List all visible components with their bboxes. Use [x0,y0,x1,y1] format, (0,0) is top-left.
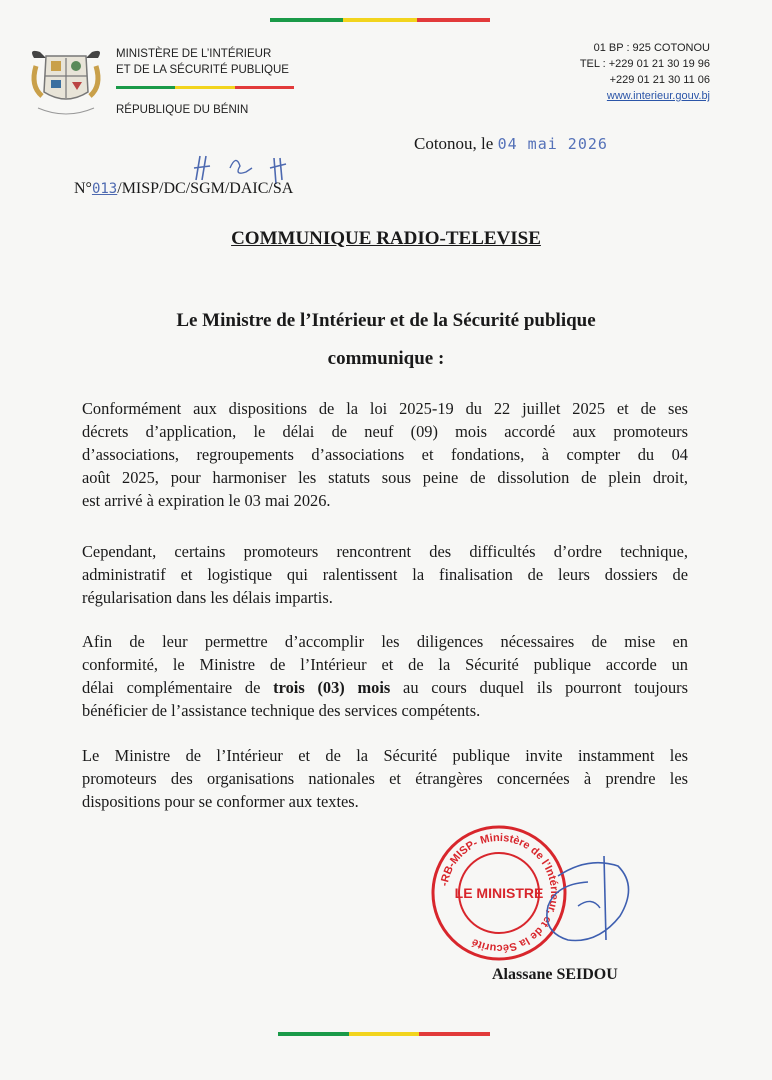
paragraph-line: décrets d’application, le délai de neuf (09) mois accordé aux promoteurs [82,422,688,441]
dateline [414,134,608,154]
heading-line2: communique : [327,348,445,369]
paragraph-line: conformité, le Ministre de l’Intérieur et de la Sécurité publique accorde un [82,655,688,674]
ministry-name-line2: ET DE LA SÉCURITÉ PUBLIQUE [116,64,289,76]
flag-stripe-bottom [278,1032,490,1036]
contact-bp: 01 BP : 925 COTONOU [593,42,710,54]
reference-handwritten-number: 013 [91,181,118,197]
reference-suffix: /MISP/DC/SGM/DAIC/SA [117,180,294,197]
dateline-place: Cotonou, le [414,134,494,153]
paragraph-line: d’associations, regroupements d’associations et fondations, à compter du 04 [82,445,688,464]
reference-number [74,180,293,198]
republic-name: RÉPUBLIQUE DU BÉNIN [116,104,249,116]
contact-tel1: TEL : +229 01 21 30 19 96 [579,58,710,70]
signer-name: Alassane SEIDOU [492,966,618,983]
ministry-name [116,46,289,78]
contact-tel2: +229 01 21 30 11 06 [609,74,710,86]
contact-website-link[interactable]: www.interieur.gouv.bj [606,90,710,102]
paragraph-1 [82,397,688,512]
handwritten-signature [508,836,648,956]
paragraph-4 [82,744,688,813]
paragraph-text: au cours duquel ils pourront toujours [390,678,689,697]
paragraph-line: administratif et logistique qui ralentissent la finalisation de leurs dossiers de [82,565,688,584]
svg-text:LE MINISTRE: LE MINISTRE [454,885,544,901]
paragraph-line: Le Ministre de l’Intérieur et de la Sécurité publique invite instamment les [82,746,688,765]
svg-text:-RB-MISP- Ministère de l’Intér: -RB-MISP- Ministère de l’Intérieur, et de la Sécurité [438,831,561,955]
reference-prefix: N° [74,180,92,197]
paragraph-line: Afin de leur permettre d’accomplir les diligences nécessaires de mise en [82,632,688,651]
paragraph-line: est arrivé à expiration le 03 mai 2026. [82,491,331,510]
document-title: COMMUNIQUE RADIO-TELEVISE [231,228,541,249]
paragraph-2 [82,540,688,609]
paragraph-3 [82,630,688,722]
coat-of-arms-emblem [24,46,108,122]
paragraph-line: Conformément aux dispositions de la loi 2025-19 du 22 juillet 2025 et de ses [82,399,688,418]
flag-stripe-top [270,18,490,22]
emphasis-duration: trois (03) mois [273,678,391,697]
paragraph-line-with-emphasis [82,676,688,699]
paragraph-line: août 2025, pour harmoniser les statuts sous peine de dissolution de plein droit, [82,468,688,487]
contact-block [490,40,710,104]
paragraph-line: promoteurs des organisations nationales et étrangères concernées à prendre les [82,769,688,788]
paragraph-text: délai complémentaire de [82,678,274,697]
paragraph-line: régularisation dans les délais impartis. [82,588,333,607]
handwritten-date: 04 mai 2026 [497,135,608,153]
ministry-flag-underline [116,86,294,89]
paragraph-line: dispositions pour se conformer aux textes. [82,792,359,811]
ministry-name-line1: MINISTÈRE DE L’INTÉRIEUR [116,48,272,60]
heading-line1: Le Ministre de l’Intérieur et de la Sécurité publique [176,310,596,331]
paragraph-line: bénéficier de l’assistance technique des services compétents. [82,701,481,720]
paragraph-line: Cependant, certains promoteurs rencontrent des difficultés d’ordre technique, [82,542,688,561]
